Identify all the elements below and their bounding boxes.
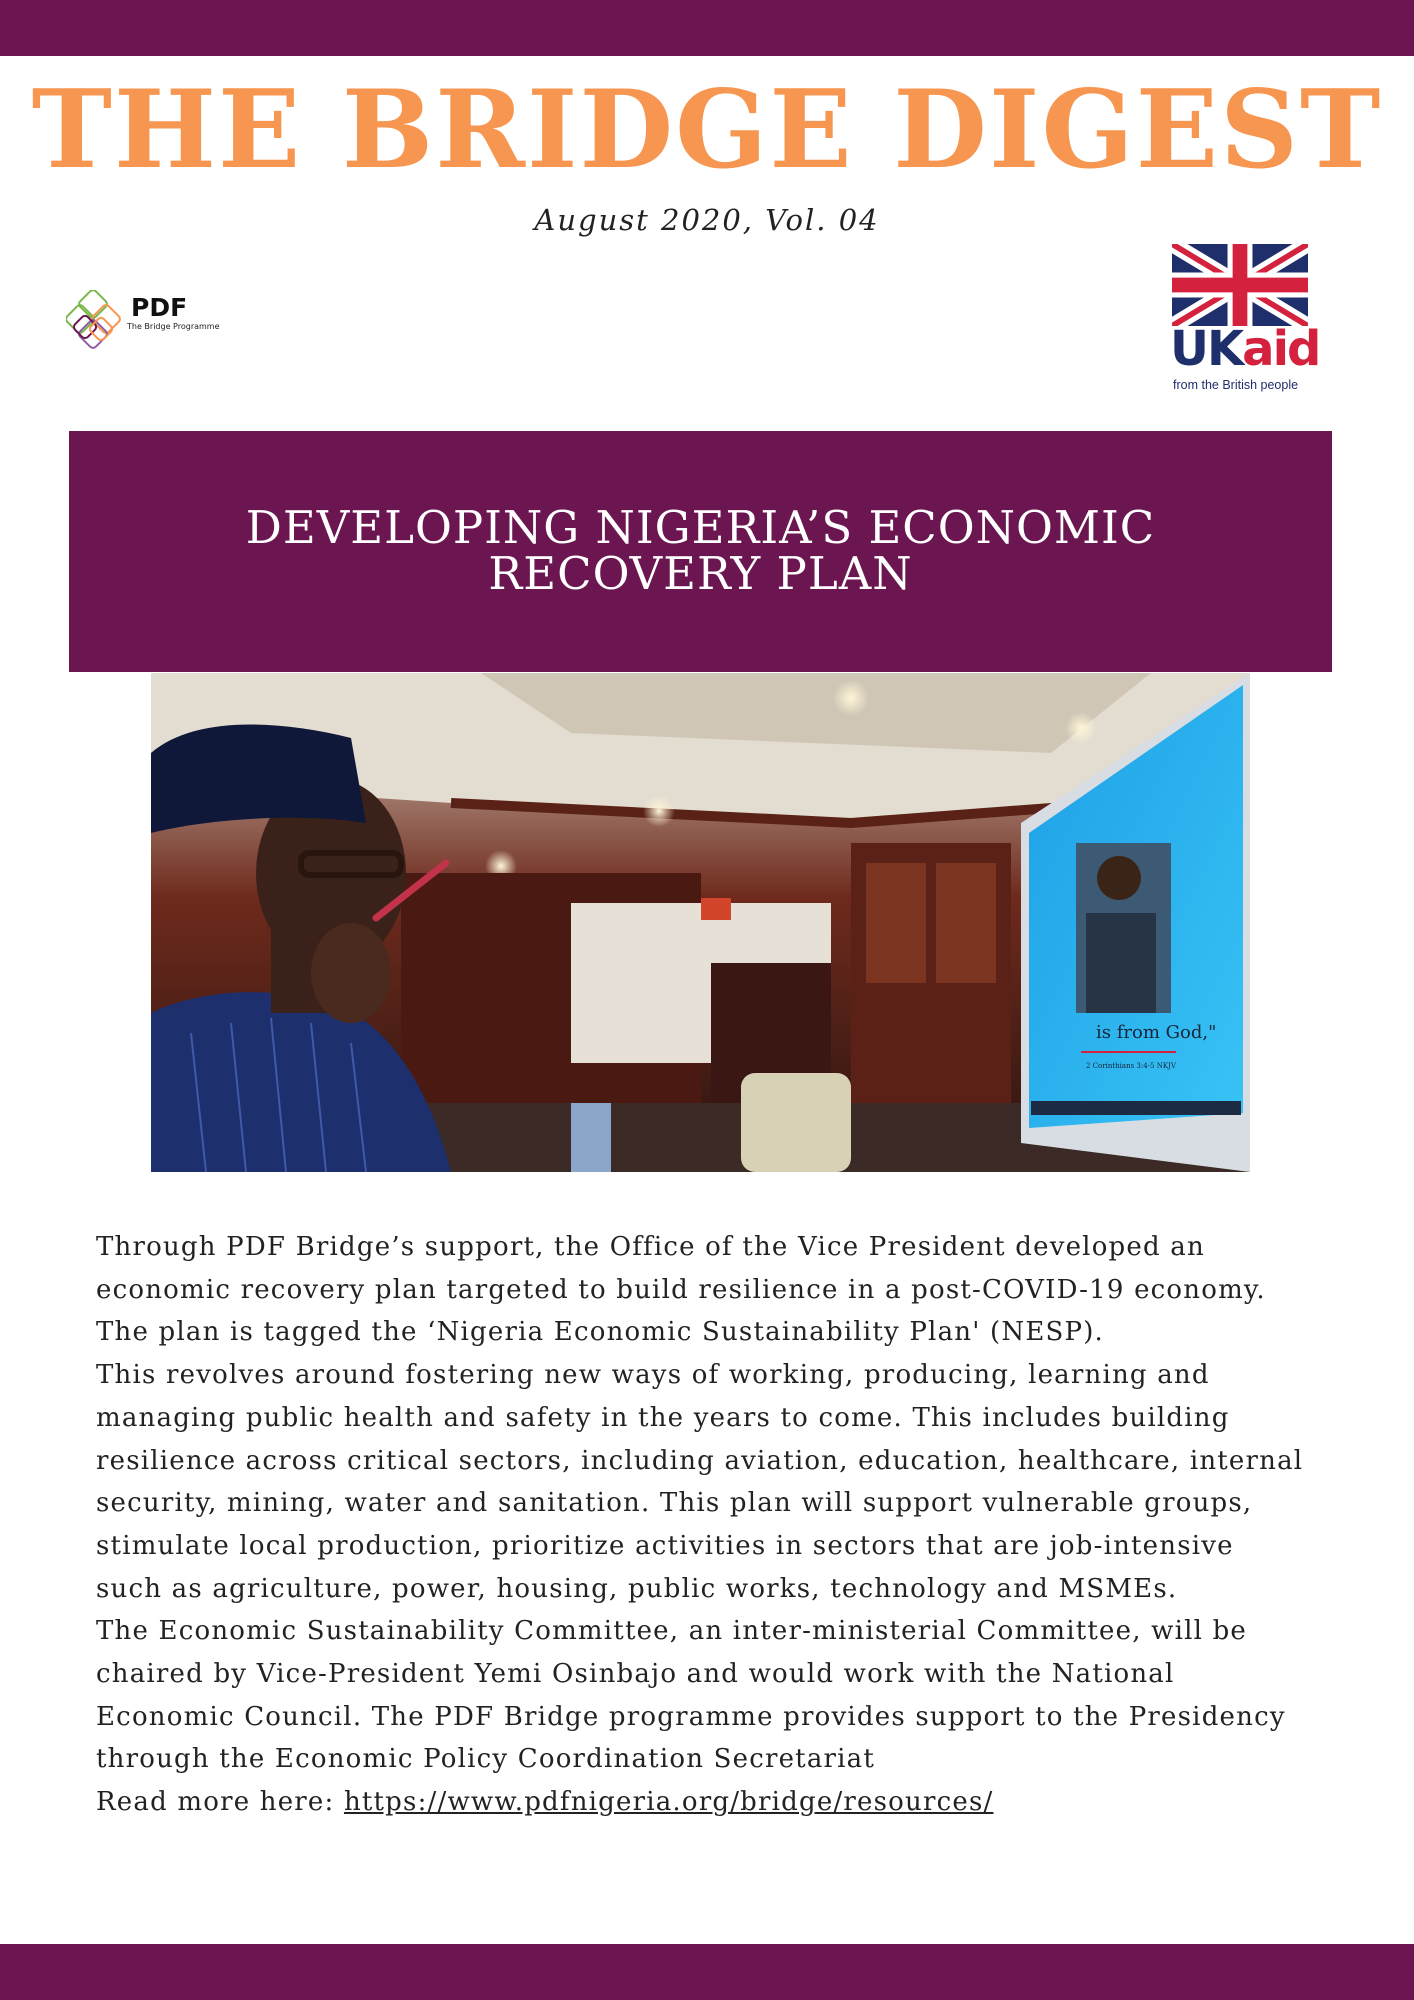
- article-line: This revolves around fostering new ways of working, producing, learning and: [96, 1360, 1210, 1391]
- ukaid-wordmark: [1170, 321, 1320, 377]
- article-line: economic recovery plan targeted to build resilience in a post-COVID-19 economy.: [96, 1274, 1266, 1305]
- article-line: managing public health and safety in the years to come. This includes building: [96, 1402, 1230, 1433]
- headline-banner: [69, 431, 1332, 672]
- article-line: stimulate local production, prioritize activities in sectors that are job-intensive: [96, 1530, 1234, 1561]
- union-jack-icon: [1172, 244, 1308, 326]
- pdf-bridge-logo: [66, 290, 226, 360]
- pdf-logo-subtitle: The Bridge Programme: [127, 322, 220, 331]
- article-line: through the Economic Policy Coordination Secretariat: [96, 1744, 876, 1775]
- top-color-band: [0, 0, 1414, 56]
- article-line: Through PDF Bridge’s support, the Office of the Vice President developed an: [96, 1232, 1205, 1262]
- read-more-label: Read more here:: [96, 1787, 344, 1818]
- article-line: The plan is tagged the ‘Nigeria Economic Sustainability Plan' (NESP).: [96, 1317, 1105, 1348]
- article-headline: [69, 501, 1332, 600]
- read-more-link[interactable]: https://www.pdfnigeria.org/bridge/resources/: [343, 1787, 994, 1818]
- ukaid-logo: [1170, 244, 1320, 396]
- bottom-color-band: [0, 1944, 1414, 2000]
- issue-date: August 2020, Vol. 04: [534, 203, 880, 237]
- article-line: The Economic Sustainability Committee, an inter-ministerial Committee, will be: [96, 1616, 1248, 1647]
- pdf-logo-word: PDF: [131, 293, 188, 322]
- masthead-title: THE BRIDGE DIGEST: [31, 67, 1383, 193]
- headline-line-1: DEVELOPING NIGERIA’S ECONOMIC: [245, 501, 1156, 554]
- ukaid-aid: aid: [1242, 321, 1320, 377]
- article-line: resilience across critical sectors, including aviation, education, healthcare, internal: [96, 1445, 1304, 1476]
- article-line: security, mining, water and sanitation. This plan will support vulnerable groups,: [96, 1488, 1253, 1519]
- article-line: Economic Council. The PDF Bridge programme provides support to the Presidency: [96, 1701, 1286, 1732]
- article-photo: [151, 673, 1250, 1172]
- screen-caption: 2 Corinthians 3:4-5 NKJV: [1086, 1062, 1176, 1070]
- article-line: chaired by Vice-President Yemi Osinbajo and would work with the National: [96, 1659, 1175, 1690]
- ukaid-tagline: from the British people: [1173, 378, 1299, 392]
- article-body: [96, 1226, 1336, 1824]
- article-line: such as agriculture, power, housing, public works, technology and MSMEs.: [96, 1573, 1178, 1604]
- screen-quote: is from God,": [1096, 1022, 1217, 1043]
- ukaid-uk: UK: [1170, 321, 1243, 377]
- pdf-diamonds-icon: [66, 290, 136, 360]
- read-more-line: [96, 1781, 1336, 1824]
- headline-line-2: RECOVERY PLAN: [488, 547, 913, 600]
